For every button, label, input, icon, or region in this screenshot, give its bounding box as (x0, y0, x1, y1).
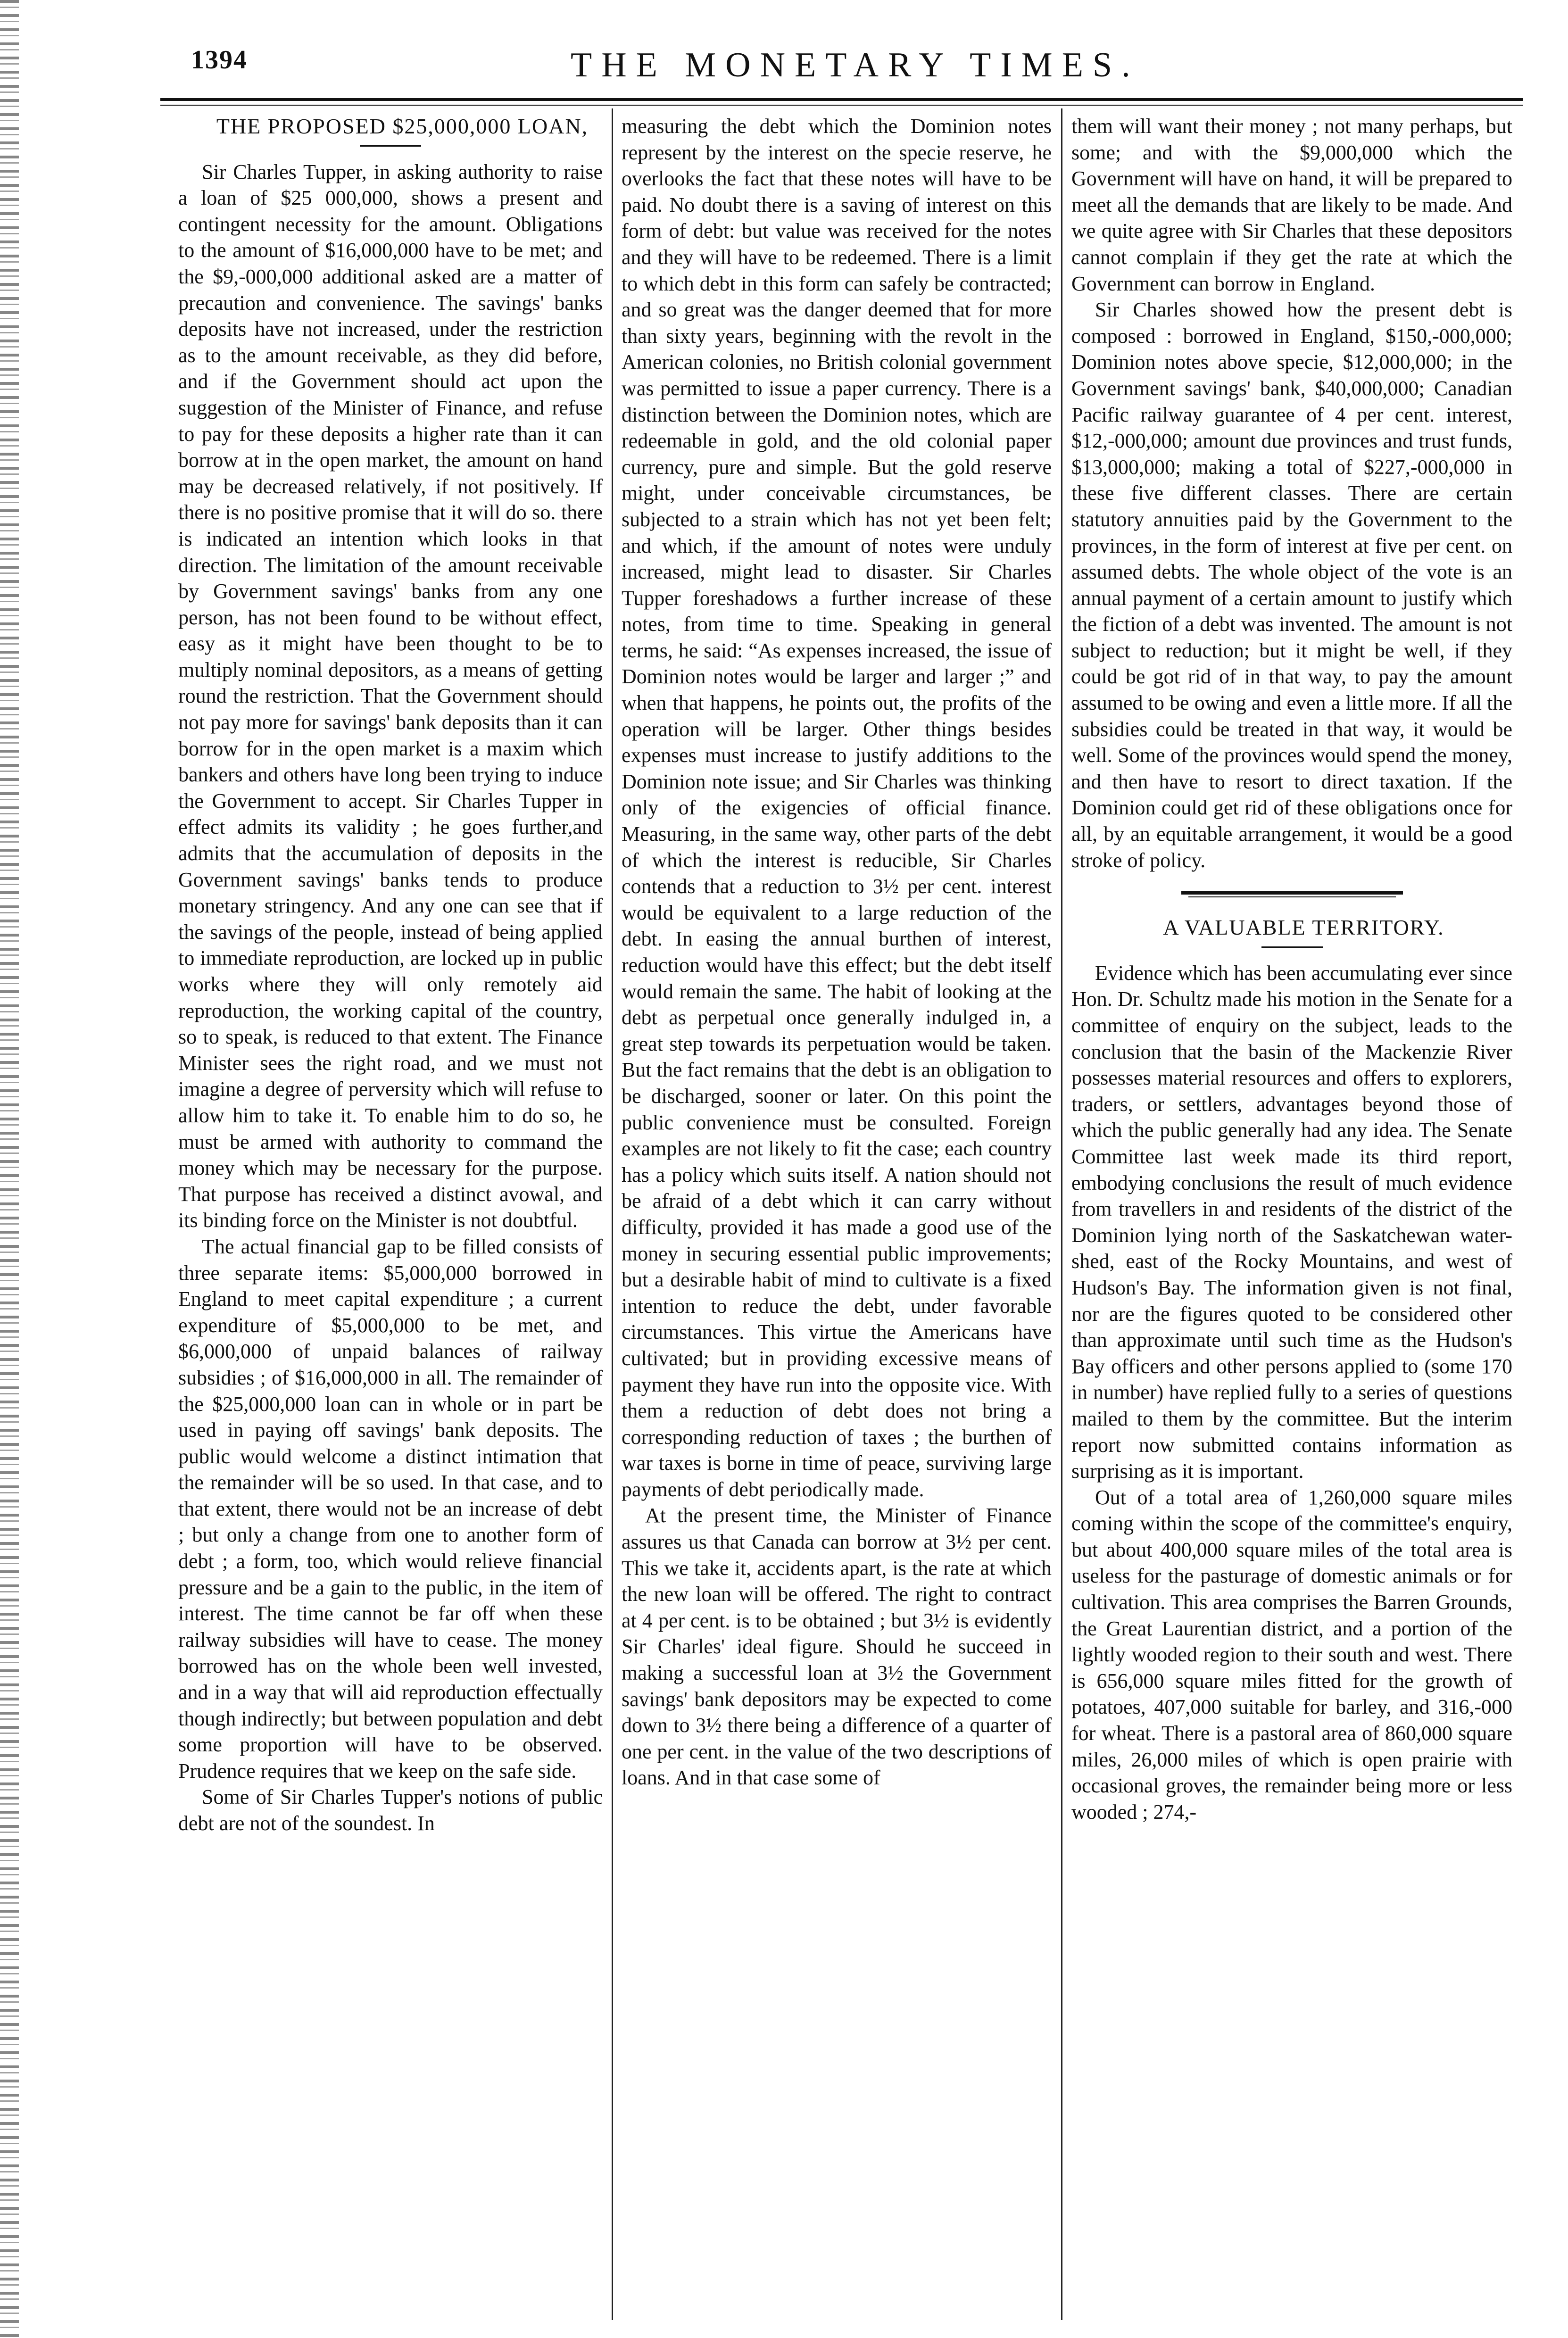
paragraph: At the present time, the Minister of Finance assures us that Canada can borrow at 3½ per cent. This we take it, accidents apart, is the rate at which the new loan will be offered. The right to contract at 4 per cent. is to be obtained ; but 3½ is evidently Sir Charles' ideal figure. Should he succeed in making a successful loan at 3½ the Government savings' bank depositors may be expected to come down to 3½ there being a difference of a quarter of one per cent. in the value of the two descriptions of loans. And in that case some of (622, 1504, 1052, 1790)
article-separator-thin (1188, 896, 1396, 897)
title-rule (360, 145, 421, 147)
paragraph: measuring the debt which the Dominion notes represent by the interest on the specie reserve, he overlooks the fact that these notes will have to be paid. No doubt there is a saving of interest on this form of debt: but value was received for the notes and they will have to be redeemed. There is a limit to which debt in this form can safely be contracted; and so great was the danger deemed that for more than sixty years, beginning with the revolt in the American colonies, no British colonial government was permitted to issue a paper currency. There is a distinction between the Dominion notes, which are redeemable in gold, and the old colonial paper currency, pure and simple. But the gold reserve might, under conceivable circumstances, be subjected to a strain which has not yet been felt; and which, if the amount of notes were unduly increased, might lead to disaster. Sir Charles Tupper foreshadows a further increase of these notes, from time to time. Speaking in general terms, he said: “As expenses increased, the issue of Dominion notes would be larger and larger ;” and when that happens, he points out, the profits of the operation will be larger. Other things besides expenses must increase to justify additions to the Dominion note issue; and Sir Charles was thinking only of the exigencies of official finance. Measuring, in the same way, other parts of the debt of which the interest is reducible, Sir Charles contends that a reduction to 3½ per cent. interest would be equivalent to a large reduction of the debt. In easing the annual burthen of interest, reduction would have this effect; but the debt itself would remain the same. The habit of looking at the debt as perpetual once generally indulged in, a great step towards its perpetuation would be taken. But the fact remains that the debt is an obligation to be discharged, sooner or later. On this point the public convenience must be consulted. Foreign examples are not likely to fit the case; each country has a policy which suits itself. A nation should not be afraid of a debt which it can carry without difficulty, provided it has made a good use of the money in securing essential public improvements; but a desirable habit of mind to cultivate is a fixed intention to reduce the debt, under favorable circumstances. This virtue the Americans have cultivated; but in providing excessive means of payment they have run into the opposite vice. With them a reduction of debt does not bring a corresponding reduction of taxes ; the burthen of war taxes is borne in time of peace, surviving large payments of debt periodically made. (622, 115, 1052, 1501)
column-divider (612, 108, 613, 2320)
paragraph: them will want their money ; not many perhaps, but some; and with the $9,000,000 which the Government will have on hand, it will be prepared to meet all the demands that are likely to be made. And we quite agree with Sir Charles that these depositors cannot complain if they get the rate at which the Government can borrow in England. (1071, 115, 1512, 295)
article-title-loan: THE PROPOSED $25,000,000 LOAN, (216, 114, 589, 138)
column-3 (1071, 113, 1512, 1825)
article-separator (1181, 891, 1403, 895)
column-divider (1061, 108, 1062, 2320)
header-rule (160, 98, 1523, 101)
paragraph: Sir Charles Tupper, in asking authority to raise a loan of $25 000,000, shows a present and contingent necessity for the amount. Obligations to the amount of $16,000,000 have to be met; and the $9,-000,000 additional asked are a matter of precaution and convenience. The savings' banks deposits have not increased, under the restriction as to the amount receivable, as they did before, and if the Government should act upon the suggestion of the Minister of Finance, and refuse to pay for these deposits a higher rate than it can borrow at in the open market, the amount on hand may be decreased relatively, if not positively. If there is no positive promise that it will do so. there is indicated an intention which looks in that direction. The limitation of the amount receivable by Government savings' banks from any one person, has not been found to be without effect, easy as it might have been thought to be to multiply nominal depositors, as a means of getting round the restriction. That the Government should not pay more for savings' bank deposits than it can borrow for in the open market is a maxim which bankers and others have long been trying to induce the Government to accept. Sir Charles Tupper in effect admits its validity ; he goes further,and admits that the accumulation of deposits in the Government savings' banks tends to produce monetary stringency. And any one can see that if the savings of the people, instead of being applied to immediate reproduction, are locked up in public works where they will only remotely aid reproduction, the working capital of the country, so to speak, is reduced to that extent. The Finance Minister sees the right road, and we must not imagine a degree of perversity which will refuse to allow him to take it. To enable him to do so, he must be armed with authority to command the money which may be necessary for the purpose. That purpose has received a distinct avowal, and its binding force on the Minister is not doubtful. (178, 160, 603, 1232)
header-rule-thin (160, 105, 1523, 106)
column-2 (622, 113, 1052, 1791)
article-title-territory: A VALUABLE TERRITORY. (1163, 915, 1444, 940)
paragraph: Evidence which has been accumulating ever since Hon. Dr. Schultz made his motion in the Senate for a committee of enquiry on the subject, leads to the conclusion that the basin of the Mackenzie River possesses material resources and offers to explorers, traders, or settlers, advantages beyond those of which the public generally had any idea. The Senate Committee last week made its third report, embodying conclusions the result of much evidence from travellers in and residents of the district of the Dominion lying north of the Saskatchewan water-shed, east of the Rocky Mountains, and west of Hudson's Bay. The information given is not final, nor are the figures quoted to be considered other than approximate until such time as the Hudson's Bay officers and other persons applied to (some 170 in number) have replied fully to a series of questions mailed to them by the committee. But the interim report now submitted contains information as surprising as it is important. (1071, 961, 1512, 1483)
paragraph: Some of Sir Charles Tupper's notions of public debt are not of the soundest. In (178, 1785, 603, 1835)
page-number: 1394 (191, 45, 248, 75)
column-1 (178, 113, 603, 1837)
masthead: THE MONETARY TIMES. (571, 46, 1140, 84)
paragraph: Sir Charles showed how the present debt is composed : borrowed in England, $150,-000,000; Dominion notes above specie, $12,000,000; in the Government savings' bank, $40,000,000; Canadian Pacific railway guarantee of 4 per cent. interest, $12,-000,000; amount due provinces and trust funds, $13,000,000; making a total of $227,-000,000 in these five different classes. There are certain statutory annuities paid by the Government to the provinces, in the form of interest at five per cent. on assumed debts. The whole object of the vote is an annual payment of a certain amount to justify which the fiction of a debt was invented. The amount is not subject to reduction; but it might be well, if they could be got rid of in that way, to pay the amount assumed to be owing and even a little more. If all the subsidies could be treated in that way, it would be well. Some of the provinces would spend the money, and then have to resort to direct taxation. If the Dominion could get rid of these obligations once for all, by an equitable arrangement, it would be a good stroke of policy. (1071, 298, 1512, 872)
paragraph: The actual financial gap to be filled consists of three separate items: $5,000,000 borrowed in England to meet capital expenditure ; a current expenditure of $5,000,000 to be met, and $6,000,000 of unpaid balances of railway subsidies ; of $16,000,000 in all. The remainder of the $25,000,000 loan can in whole or in part be used in paying off savings' bank deposits. The public would welcome a distinct intimation that the remainder will be so used. In that case, and to that extent, there would not be an increase of debt ; but only a change from one to another form of debt ; a form, too, which would relieve financial pressure and be a gain to the public, in the item of interest. The time cannot be far off when these railway subsidies will have to cease. The money borrowed has on the whole been well invested, and in a way that will aid reproduction effectually though indirectly; but between population and debt some proportion will have to be observed. Prudence requires that we keep on the safe side. (178, 1235, 603, 1783)
paragraph: Out of a total area of 1,260,000 square miles coming within the scope of the committee's enquiry, but about 400,000 square miles of the total area is useless for the pasturage of domestic animals or for cultivation. This area comprises the Barren Grounds, the Great Laurentian district, and a portion of the lightly wooded region to their south and west. There is 656,000 square miles fitted for the growth of potatoes, 407,000 suitable for barley, and 316,-000 for wheat. There is a pastoral area of 860,000 square miles, 26,000 miles of which is open prairie with occasional groves, the remainder being more or less wooded ; 274,- (1071, 1485, 1512, 1824)
scanned-binding-edge (0, 0, 19, 2338)
title-rule (1261, 946, 1323, 948)
